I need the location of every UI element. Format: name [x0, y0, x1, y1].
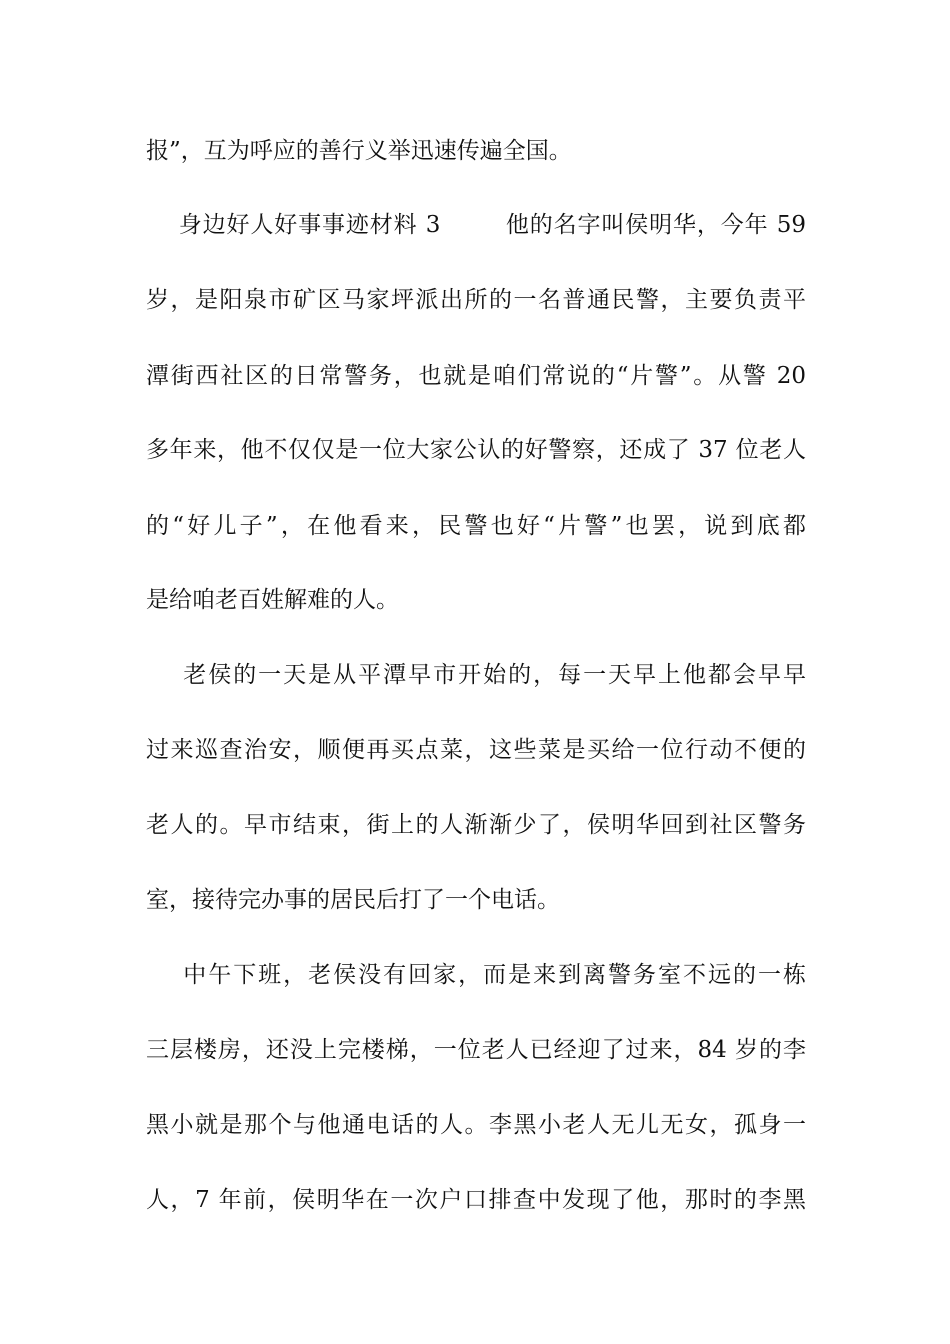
text-line: 多年来，他不仅仅是一位大家公认的好警察，还成了 37 位老人	[146, 437, 806, 463]
text-line: 过来巡查治安，顺便再买点菜，这些菜是买给一位行动不便的	[146, 737, 806, 763]
text-line: 中午下班，老侯没有回家，而是来到离警务室不远的一栋	[146, 962, 806, 988]
text-line: 人，7 年前，侯明华在一次户口排查中发现了他，那时的李黑	[146, 1187, 806, 1213]
text-line: 的“好儿子”，在他看来，民警也好“片警”也罢，说到底都	[146, 513, 806, 539]
text-line: 三层楼房，还没上完楼梯，一位老人已经迎了过来，84 岁的李	[146, 1037, 806, 1063]
text-line: 老侯的一天是从平潭早市开始的，每一天早上他都会早早	[146, 662, 806, 688]
text-line: 是给咱老百姓解难的人。	[146, 587, 399, 613]
text-line: 黑小就是那个与他通电话的人。李黑小老人无儿无女，孤身一	[146, 1112, 806, 1138]
text-line: 老人的。早市结束，街上的人渐渐少了，侯明华回到社区警务	[146, 812, 806, 838]
text-line: 身边好人好事事迹材料 3 他的名字叫侯明华，今年 59	[146, 212, 806, 238]
text-line: 潭街西社区的日常警务，也就是咱们常说的“片警”。从警 20	[146, 363, 806, 389]
text-line: 岁，是阳泉市矿区马家坪派出所的一名普通民警，主要负责平	[146, 287, 806, 313]
text-line: 报”，互为呼应的善行义举迅速传遍全国。	[146, 138, 572, 164]
text-line: 室，接待完办事的居民后打了一个电话。	[146, 887, 560, 913]
